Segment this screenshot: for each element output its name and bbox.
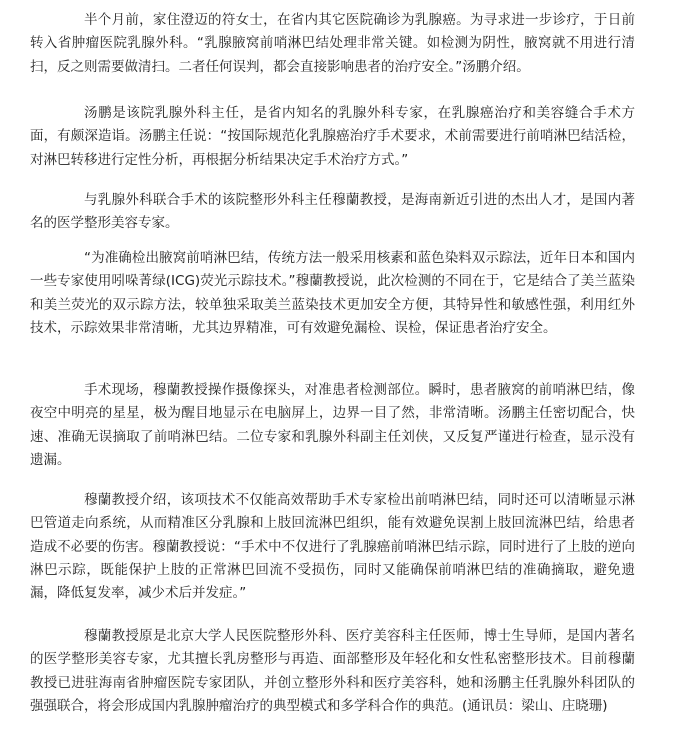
article-paragraph-3: 与乳腺外科联合手术的该院整形外科主任穆蘭教授，是海南新近引进的杰出人才，是国内著名的医学整形美容专家。 bbox=[30, 192, 635, 232]
article-paragraph-5: 手术现场，穆蘭教授操作摄像探头，对准患者检测部位。瞬时，患者腋窝的前哨淋巴结，像夜空中明亮的星星，极为醒目地显示在电脑屏上，边界一目了然，非常清晰。汤鹏主任密切配合，快速、准确无误摘取了前哨淋巴结。二位专家和乳腺外科副主任刘侠，又反复严谨进行检查，显示没有遗漏。 bbox=[30, 382, 635, 468]
article-paragraph-4: “为准确检出腋窝前哨淋巴结，传统方法一般采用核素和蓝色染料双示踪法，近年日本和国内一些专家使用吲哚菁绿(ICG)荧光示踪技术。”穆蘭教授说，此次检测的不同在于，它是结合了美兰蓝染和美兰荧光的双示踪方法，较单独采取美兰蓝染技术更加安全方便，其特异性和敏感性强，利用红外技术，示踪效果非常清晰，尤其边界精准，可有效避免漏检、误检，保证患者治疗安全。 bbox=[30, 250, 635, 336]
article-paragraph-2: 汤鹏是该院乳腺外科主任，是省内知名的乳腺外科专家，在乳腺癌治疗和美容缝合手术方面，有颇深造诣。汤鹏主任说：“按国际规范化乳腺癌治疗手术要求，术前需要进行前哨淋巴结活检，对淋巴转移进行定性分析，再根据分析结果决定手术治疗方式。” bbox=[30, 105, 635, 168]
article-paragraph-1: 半个月前，家住澄迈的符女士，在省内其它医院确诊为乳腺癌。为寻求进一步诊疗，于日前转入省肿瘤医院乳腺外科。“乳腺腋窝前哨淋巴结处理非常关键。如检测为阴性，腋窝就不用进行清扫，反之则需要做清扫。二者任何误判，都会直接影响患者的治疗安全。”汤鹏介绍。 bbox=[30, 12, 635, 75]
article-paragraph-6: 穆蘭教授介绍，该项技术不仅能高效帮助手术专家检出前哨淋巴结，同时还可以清晰显示淋巴管道走向系统，从而精准区分乳腺和上肢回流淋巴组织，能有效避免误割上肢回流淋巴结，给患者造成不必要的伤害。穆蘭教授说：“手术中不仅进行了乳腺癌前哨淋巴结示踪，同时进行了上肢的逆向淋巴示踪，既能保护上肢的正常淋巴回流不受损伤，同时又能确保前哨淋巴结的准确摘取，避免遗漏，降低复发率，减少术后并发症。” bbox=[30, 492, 635, 602]
article-paragraph-7: 穆蘭教授原是北京大学人民医院整形外科、医疗美容科主任医师，博士生导师，是国内著名的医学整形美容专家，尤其擅长乳房整形与再造、面部整形及年轻化和女性私密整形技术。目前穆蘭教授已进驻海南省肿瘤医院专家团队，并创立整形外科和医疗美容科，她和汤鹏主任乳腺外科团队的强强联合，将会形成国内乳腺肿瘤治疗的典型模式和多学科合作的典范。(通讯员：梁山、庄晓珊) bbox=[30, 628, 635, 714]
